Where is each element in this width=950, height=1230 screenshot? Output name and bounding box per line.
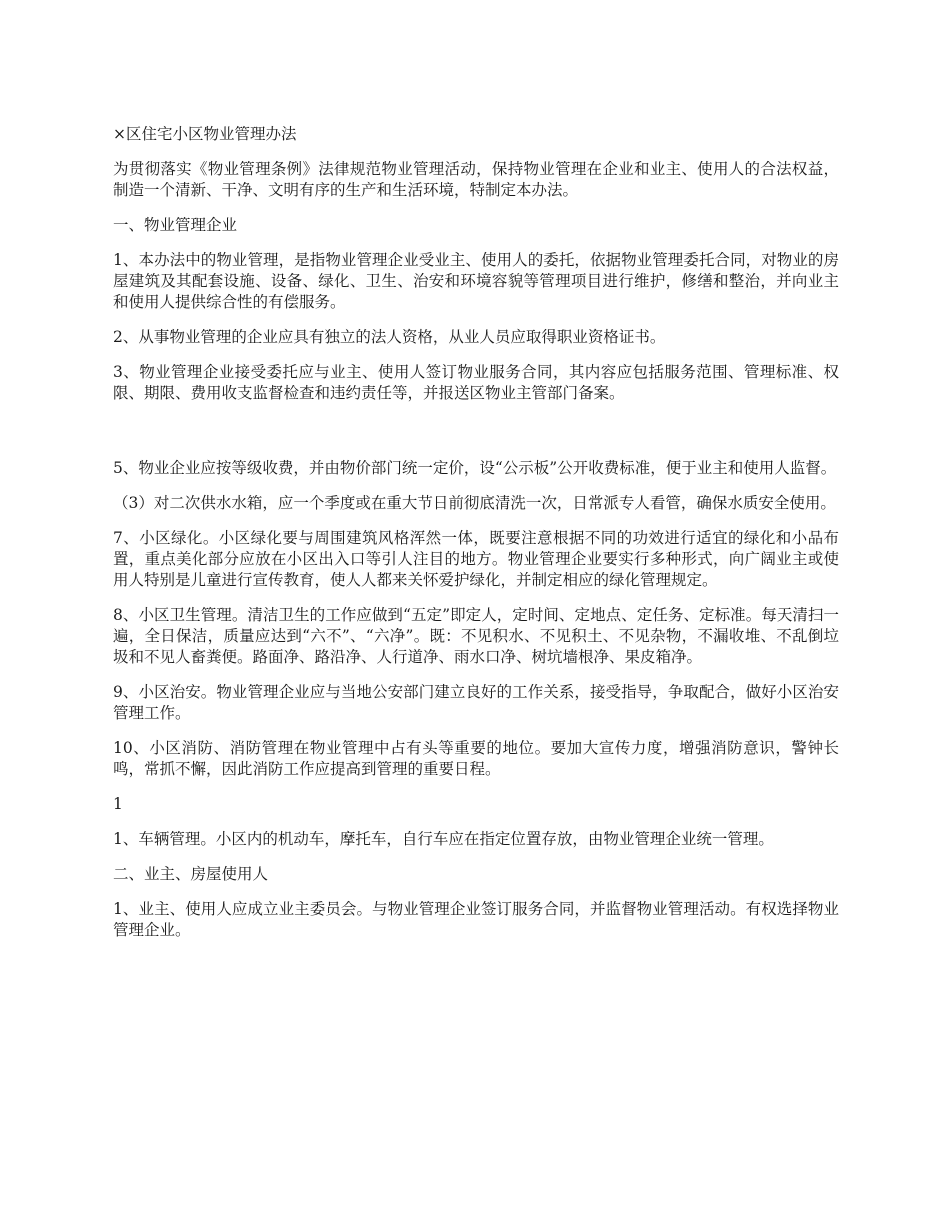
paragraph-7-greening: 7、小区绿化。小区绿化要与周围建筑风格浑然一体，既要注意根据不同的功效进行适宜的绿化和小品布置，重点美化部分应放在小区出入口等引人注目的地方。物业管理企业要实行多种形式，向广阔业主或使用人特别是儿童进行宣传教育，使人人都来关怀爱护绿化，并制定相应的绿化管理规定。 [113, 529, 839, 589]
paragraph-5: 5、物业企业应按等级收费，并由物价部门统一定价，设“公示板”公开收费标准，便于业主和使用人监督。 [113, 459, 837, 477]
section-heading-1: 一、物业管理企业 [113, 216, 238, 234]
section-heading-2: 二、业主、房屋使用人 [113, 865, 269, 883]
document-title: ×区住宅小区物业管理办法 [113, 125, 297, 143]
page-number: 1 [113, 795, 123, 813]
paragraph-2: 2、从事物业管理的企业应具有独立的法人资格，从业人员应取得职业资格证书。 [113, 328, 666, 346]
paragraph-8-sanitation: 8、小区卫生管理。清洁卫生的工作应做到“五定”即定人，定时间、定地点、定任务、定标准。每天清扫一遍，全日保洁，质量应达到“六不”、“六净”。既：不见积水、不见积土、不见杂物，不漏收堆、不乱倒垃圾和不见人畜粪便。路面净、路沿净、人行道净、雨水口净、树坑墙根净、果皮箱净。 [113, 606, 839, 666]
paragraph-9-security: 9、小区治安。物业管理企业应与当地公安部门建立良好的工作关系，接受指导，争取配合，做好小区治安管理工作。 [113, 683, 839, 722]
paragraph-1: 1、本办法中的物业管理，是指物业管理企业受业主、使用人的委托，依据物业管理委托合同，对物业的房屋建筑及其配套设施、设备、绿化、卫生、治安和环境容貌等管理项目进行维护，修缮和整治，并向业主和使用人提供综合性的有偿服务。 [113, 251, 839, 311]
paragraph-vehicles: 1、车辆管理。小区内的机动车，摩托车，自行车应在指定位置存放，由物业管理企业统一管理。 [113, 830, 774, 848]
blank-gap [113, 418, 839, 458]
paragraph-3: 3、物业管理企业接受委托应与业主、使用人签订物业服务合同，其内容应包括服务范围、管理标准、权限、期限、费用收支监督检查和违约责任等，并报送区物业主管部门备案。 [113, 363, 839, 402]
paragraph-owners-committee: 1、业主、使用人应成立业主委员会。与物业管理企业签订服务合同，并监督物业管理活动。有权选择物业管理企业。 [113, 900, 839, 939]
paragraph-10-fire: 10、小区消防、消防管理在物业管理中占有头等重要的地位。要加大宣传力度，增强消防意识，警钟长鸣，常抓不懈，因此消防工作应提高到管理的重要日程。 [113, 739, 839, 778]
document-page [113, 124, 839, 955]
paragraph-intro: 为贯彻落实《物业管理条例》法律规范物业管理活动，保持物业管理在企业和业主、使用人的合法权益，制造一个清新、干净、文明有序的生产和生活环境，特制定本办法。 [113, 160, 839, 199]
paragraph-water-tank: （3）对二次供水水箱，应一个季度或在重大节日前彻底清洗一次，日常派专人看管，确保水质安全使用。 [113, 494, 836, 512]
